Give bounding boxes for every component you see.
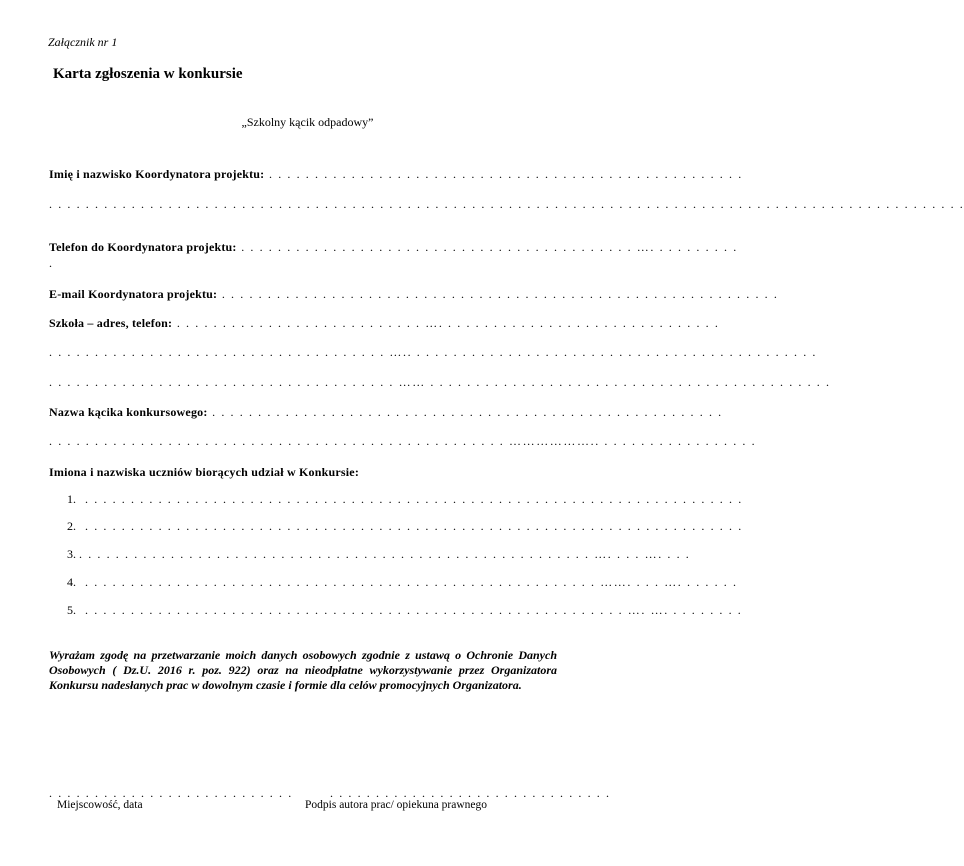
school-line-3[interactable]: . . . . . . . . . . . . . . . . . . . . . . . . . . . . . . . . . . . . . . …… . . . . . . . . . . . . . . . . . . . . . . . . . . . . . . . . . . . . . . . . . . . . (49, 375, 831, 389)
student-dots: . . . . . . . . . . . . . . . . . . . . . . . . . . . . . . . . . . . . . . . . . . . . . . . . . . . . . . . . . . . . . . . . . . . . . . . . (85, 492, 743, 506)
coordinator-name-label: Imię i nazwisko Koordynatora projektu: (49, 167, 265, 181)
place-date-line[interactable]: . . . . . . . . . . . . . . . . . . . . . . . . . . . (49, 786, 293, 800)
consent-statement: Wyrażam zgodę na przetwarzanie moich danych osobowych zgodnie z ustawą o Ochronie Danych Osobowych ( Dz.U. 2016 r. poz. 922) oraz na nieodpłatne wykorzystywanie przez Organizatora Konkursu nadesłanych prac w dowolnym czasie i formie dla celów promocyjnych Organizatora. (49, 648, 557, 692)
school-line-2[interactable]: . . . . . . . . . . . . . . . . . . . . . . . . . . . . . . . . . . . . . ….. . . . . . . . . . . . . . . . . . . . . . . . . . . . . . . . . . . . . . . . . . . . . (49, 345, 817, 359)
student-number: 4. (67, 575, 76, 589)
signature-label: Podpis autora prac/ opiekuna prawnego (305, 799, 488, 811)
coordinator-name-line-2[interactable]: . . . . . . . . . . . . . . . . . . . . . . . . . . . . . . . . . . . . . . . . . . . . . . . . . . . . . . . . . . . . . . . . . . . . . . . . . . . . . . . . . . . . . . . . . . . . . . . . . . . . (49, 197, 964, 211)
phone-field[interactable] (49, 240, 738, 255)
student-dots: . . . . . . . . . . . . . . . . . . . . . . . . . . . . . . . . . . . . . . . . . . . . . . . . . . . . . . . . . . . . . . . . . . . . . . . . (85, 519, 743, 533)
student-row-5[interactable] (67, 603, 743, 618)
coordinator-name-dots: . . . . . . . . . . . . . . . . . . . . . . . . . . . . . . . . . . . . . . . . . . . . . . . . . . . . (264, 167, 743, 181)
contest-name: „Szkolny kącik odpadowy” (241, 115, 374, 129)
student-number: 3. (67, 547, 76, 561)
form-title: Karta zgłoszenia w konkursie (53, 66, 243, 82)
student-dots: . . . . . . . . . . . . . . . . . . . . . . . . . . . . . . . . . . . . . . . . . . . . . . . . . . . . . . . . . . . …. …. . . . . . . . . (85, 603, 743, 617)
place-date-label: Miejscowość, data (57, 799, 143, 811)
school-field[interactable] (49, 316, 720, 331)
annex-label: Załącznik nr 1 (48, 35, 118, 49)
student-row-2[interactable] (67, 519, 743, 534)
coordinator-name-field[interactable] (49, 167, 743, 182)
email-label: E-mail Koordynatora projektu: (49, 287, 218, 301)
student-row-3[interactable] (67, 547, 691, 562)
corner-name-label: Nazwa kącika konkursowego: (49, 405, 208, 419)
email-field[interactable] (49, 287, 779, 302)
signature-line[interactable]: . . . . . . . . . . . . . . . . . . . . . . . . . . . . . . . (330, 786, 611, 800)
students-label: Imiona i nazwiska uczniów biorących udział w Konkursie: (49, 465, 360, 479)
student-row-1[interactable] (67, 492, 743, 507)
school-dots: . . . . . . . . . . . . . . . . . . . . . . . . . . . …. . . . . . . . . . . . . . . . . . . . . . . . . . . . . . . (172, 316, 720, 330)
phone-dots: . . . . . . . . . . . . . . . . . . . . . . . . . . . . . . . . . . . . . . . . . . . …. . . . . . . . . . (236, 240, 738, 254)
corner-name-field[interactable] (49, 405, 723, 420)
corner-name-dots: . . . . . . . . . . . . . . . . . . . . . . . . . . . . . . . . . . . . . . . . . . . . . . . . . . . . . . . . (207, 405, 723, 419)
corner-name-line-2[interactable]: . . . . . . . . . . . . . . . . . . . . . . . . . . . . . . . . . . . . . . . . . . . . . . . . . . ……………….. . . . . . . . . . . . . . . . . . (49, 434, 757, 448)
student-dots: . . . . . . . . . . . . . . . . . . . . . . . . . . . . . . . . . . . . . . . . . . . . . . . . . . . . . . . . ……. . . . …. . . . . . . (85, 575, 738, 589)
phone-line-2: . (49, 256, 53, 270)
student-number: 2. (67, 519, 76, 533)
student-number: 1. (67, 492, 76, 506)
school-label: Szkoła – adres, telefon: (49, 316, 173, 330)
student-row-4[interactable] (67, 575, 738, 590)
email-dots: . . . . . . . . . . . . . . . . . . . . . . . . . . . . . . . . . . . . . . . . . . . . . . . . . . . . . . . . . . . . . (217, 287, 779, 301)
phone-label: Telefon do Koordynatora projektu: (49, 240, 237, 254)
student-dots: . . . . . . . . . . . . . . . . . . . . . . . . . . . . . . . . . . . . . . . . . . . . . . . . . . . . . . . . …. . . . …. . . . (79, 547, 691, 561)
student-number: 5. (67, 603, 76, 617)
